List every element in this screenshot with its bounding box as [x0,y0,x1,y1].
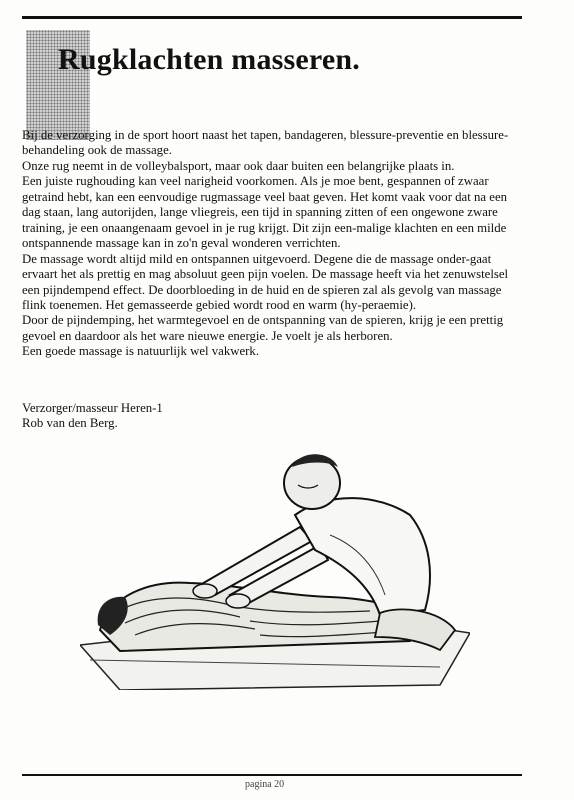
signature [22,401,163,432]
paragraph-2: Onze rug neemt in de volleybalsport, maar ook daar buiten een belangrijke plaats in. [22,158,455,173]
top-rule [22,16,522,19]
page-title: Rugklachten masseren. [58,43,360,76]
article-body [22,128,524,360]
page-number: pagina 20 [245,779,285,790]
paragraph-6: Een goede massage is natuurlijk wel vakwerk. [22,344,260,359]
paragraph-5: Door de pijndemping, het warmtegevoel en de ontspanning van de spieren, krijg je een prettig gevoel en daardoor als het ware nieuwe energie. Je voelt je als herboren. [22,313,504,343]
signature-role: Verzorger/masseur Heren-1 [22,401,163,415]
paragraph-4: De massage wordt altijd mild en ontspannen uitgevoerd. Degene die de massage onder-gaat ervaart het als prettig en mag absoluut geen pijn voelen. De massage heeft via het zenuwstelsel een pijndempend effect. De doorbloeding in de huid en de spieren zal als gevolg van massage flink toenemen. Het gemasseerde gebied wordt rood en warm (hy-peraemie). [22,251,509,312]
paragraph-1: Bij de verzorging in de sport hoort naast het tapen, bandageren, blessure-preventie en blessure-behandeling ook de massage. [22,128,509,158]
paragraph-3: Een juiste rughouding kan veel narigheid voorkomen. Als je moe bent, gespannen of zwaar getraind hebt, kan een eenvoudige rugmassage veel baat geven. Het komt vaak voor dat na een dag staan, lang autorijden, lange vliegreis, een tijd in spanning zitten of een ongewone zware training, je een onaangenaam gevoel in je rug krijgt. Dit zijn een-malige klachten en een milde ontspannende massage kan in zo'n geval wonderen verrichten. [22,174,508,251]
massage-illustration [80,445,470,690]
bottom-rule [22,774,522,776]
signature-name: Rob van den Berg. [22,416,118,431]
